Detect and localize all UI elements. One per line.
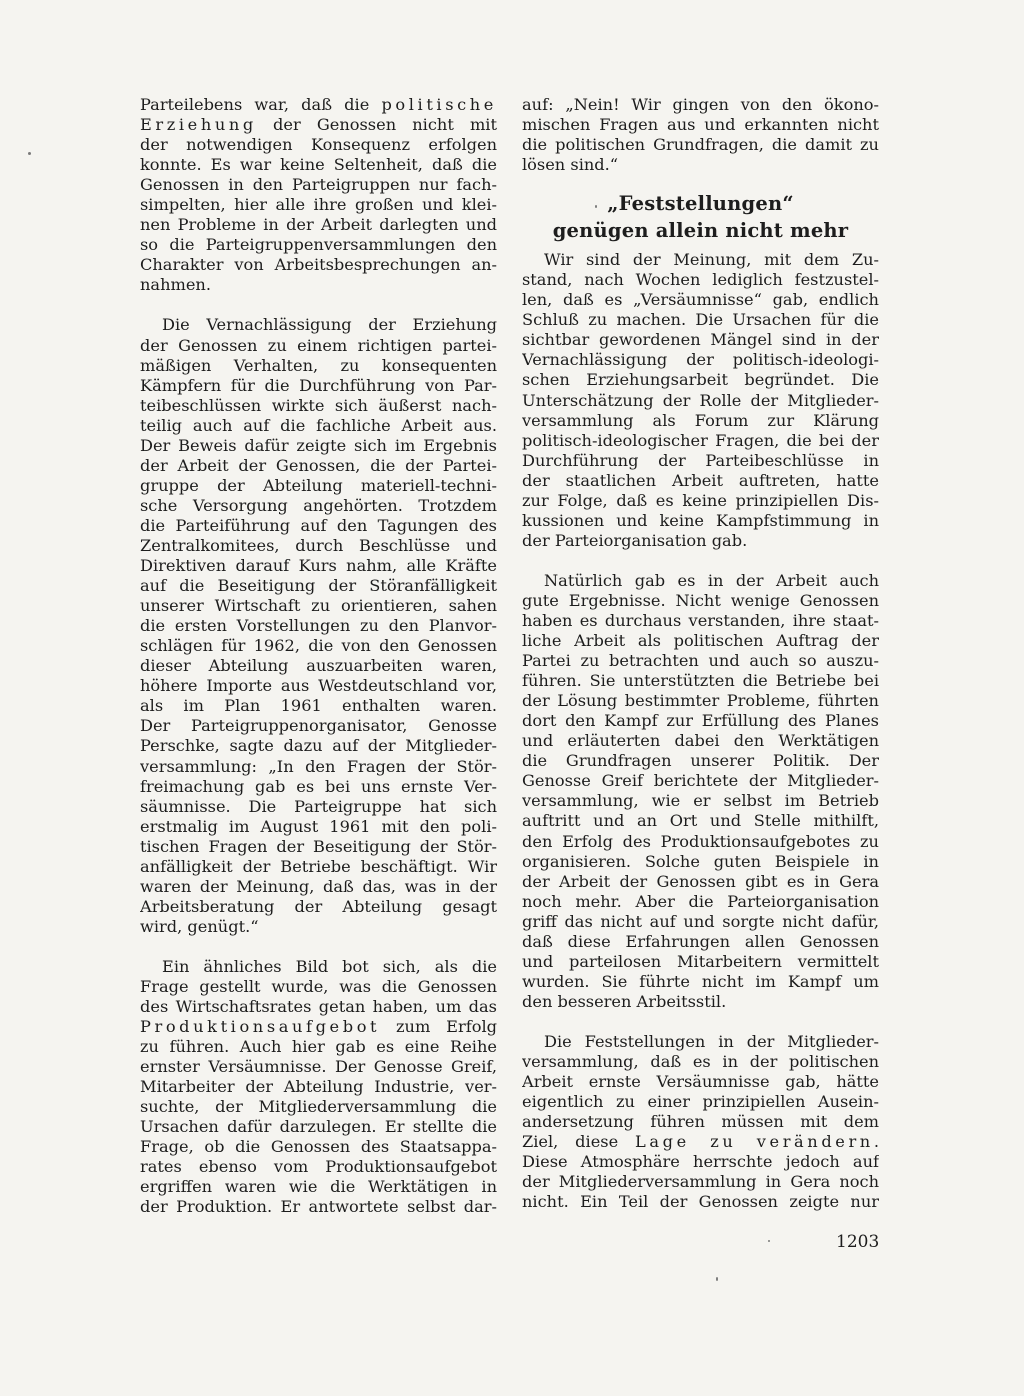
left-paragraph-2 [140, 315, 497, 936]
text-line: versammlung als Forum zur Klärung [522, 410, 879, 430]
text-line: Arbeit ernste Versäumnisse gab, hätte [522, 1072, 879, 1092]
text-line: Der Parteigruppenorganisator, Genosse [140, 716, 497, 736]
text-line: Die Vernachlässigung der Erziehung [162, 315, 497, 335]
text-line: Genosse Greif berichtete der Mitglieder- [522, 771, 879, 791]
text-line: dieser Abteilung auszuarbeiten waren, [140, 656, 497, 676]
text-line: teibeschlüssen wirkte sich äußerst nach- [140, 395, 497, 415]
text-line: der Genossen zu einem richtigen partei- [140, 335, 497, 355]
text-line: Perschke, sagte dazu auf der Mitglieder- [140, 736, 497, 756]
text-line: gute Ergebnisse. Nicht wenige Genossen [522, 590, 879, 610]
text-line: dort den Kampf zur Erfüllung des Planes [522, 711, 879, 731]
section-heading [522, 190, 879, 244]
scan-speck [28, 152, 31, 155]
text-line: Mitarbeiter der Abteilung Industrie, ver- [140, 1077, 497, 1097]
text-line: noch mehr. Aber die Parteiorganisation [522, 891, 879, 911]
text-line: schen Erziehungsarbeit begründet. Die [522, 370, 879, 390]
text-line: stand, nach Wochen lediglich festzustel- [522, 270, 879, 290]
text-line: versammlung, wie er selbst im Betrieb [522, 791, 879, 811]
text-line: Partei zu betrachten und auch so auszu- [522, 651, 879, 671]
text-line: mäßigen Verhalten, zu konsequenten [140, 355, 497, 375]
text-line: Natürlich gab es in der Arbeit auch [544, 570, 879, 590]
text-line: zu führen. Auch hier gab es eine Reihe [140, 1037, 497, 1057]
text-line: auf: „Nein! Wir gingen von den ökono- [522, 95, 879, 114]
text-line: tischen Fragen der Beseitigung der Stör- [140, 836, 497, 856]
text-line: die ersten Vorstellungen zu den Planvor- [140, 616, 497, 636]
text-line: anfälligkeit der Betriebe beschäftigt. Wir [140, 856, 497, 876]
text-line: der staatlichen Arbeit auftreten, hatte [522, 470, 879, 490]
text-line: gruppe der Abteilung materiell-techni- [140, 475, 497, 495]
text-line: freimachung gab es bei uns ernste Ver- [140, 776, 497, 796]
text-line: haben es durchaus verstanden, ihre staat- [522, 610, 879, 630]
text-line: Schluß zu machen. Die Ursachen für die [522, 310, 879, 330]
section-heading-line-1: „Feststellungen“ [607, 192, 794, 216]
text-line: Die Feststellungen in der Mitglieder- [544, 1031, 879, 1051]
text-line: Der Beweis dafür zeigte sich im Ergebnis [140, 435, 497, 455]
text-line: Parteilebens war, daß die politische [140, 95, 497, 114]
right-paragraph-3 [522, 1032, 879, 1212]
text-line: Ziel, diese Lage zu verändern. [522, 1132, 879, 1152]
text-line: sche Versorgung angehörten. Trotzdem [140, 495, 497, 515]
text-line: versammlung: „In den Fragen der Stör- [140, 756, 497, 776]
text-line: Produktionsaufgebot zum Erfolg [140, 1017, 497, 1037]
text-line: Ursachen dafür darzulegen. Er stellte die [140, 1117, 497, 1137]
section-heading-line-2: genügen allein nicht mehr [552, 219, 849, 243]
right-paragraph-1 [522, 250, 879, 551]
text-line: Wir sind der Meinung, mit dem Zu- [544, 250, 879, 270]
text-line: der Arbeit der Genossen gibt es in Gera [522, 871, 879, 891]
text-line: sichtbar gewordenen Mängel sind in der [522, 330, 879, 350]
text-line: kussionen und keine Kampfstimmung in [522, 510, 879, 530]
text-line: unserer Wirtschaft zu orientieren, sahen [140, 596, 497, 616]
text-line: Frage, ob die Genossen des Staatsappa- [140, 1137, 497, 1157]
text-line: nicht. Ein Teil der Genossen zeigte nur [522, 1192, 879, 1212]
text-line: ernster Versäumnisse. Der Genosse Greif, [140, 1057, 497, 1077]
text-line: zur Folge, daß es keine prinzipiellen Dis- [522, 490, 879, 510]
text-line: wurden. Sie führte nicht im Kampf um [522, 971, 879, 991]
scan-speck [716, 1277, 718, 1281]
text-line: der Parteiorganisation gab. [522, 530, 748, 550]
text-line: auf die Beseitigung der Störanfälligkeit [140, 576, 497, 596]
left-paragraph-3 [140, 957, 497, 1218]
text-line: und erläuterten dabei den Werktätigen [522, 731, 879, 751]
text-line: Durchführung der Parteibeschlüsse in [522, 450, 879, 470]
scan-speck [768, 1240, 770, 1242]
text-line: der Lösung bestimmter Probleme, führten [522, 691, 879, 711]
text-line: führen. Sie unterstützten die Betriebe bei [522, 671, 879, 691]
text-line: Zentralkomitees, durch Beschlüsse und [140, 535, 497, 555]
text-line: als im Plan 1961 enthalten waren. [140, 696, 497, 716]
text-line: die Grundfragen unserer Politik. Der [522, 751, 879, 771]
text-line: liche Arbeit als politischen Auftrag der [522, 631, 879, 651]
text-line: wird, genügt.“ [140, 916, 259, 936]
text-line: die politischen Grundfragen, die damit zu [522, 135, 879, 155]
text-line: eigentlich zu einer prinzipiellen Ausein- [522, 1092, 879, 1112]
text-line: len, daß es „Versäumnisse“ gab, endlich [522, 290, 879, 310]
text-line: der Mitgliederversammlung in Gera noch [522, 1172, 879, 1192]
text-line: den besseren Arbeitsstil. [522, 991, 727, 1011]
text-line: erstmalig im August 1961 mit den poli- [140, 816, 497, 836]
left-column [140, 95, 497, 1218]
text-line: Charakter von Arbeitsbesprechungen an- [140, 255, 497, 275]
page-number: 1203 [836, 1232, 880, 1252]
text-line: Kämpfern für die Durchführung von Par- [140, 375, 497, 395]
text-line: des Wirtschaftsrates getan haben, um das [140, 997, 497, 1017]
text-line: lösen sind.“ [522, 155, 619, 175]
text-line: Direktiven darauf Kurs nahm, alle Kräfte [140, 556, 497, 576]
text-line: andersetzung führen müssen mit dem [522, 1112, 879, 1132]
text-line: organisieren. Solche guten Beispiele in [522, 851, 879, 871]
text-line: die Parteiführung auf den Tagungen des [140, 515, 497, 535]
text-line: auftritt und an Ort und Stelle mithilft, [522, 811, 879, 831]
text-line: mischen Fragen aus und erkannten nicht [522, 115, 879, 135]
text-line: der Produktion. Er antwortete selbst dar- [140, 1197, 497, 1217]
text-line: Genossen in den Parteigruppen nur fach- [140, 175, 497, 195]
text-line: Vernachlässigung der politisch-ideologi- [522, 350, 879, 370]
text-line: daß diese Erfahrungen allen Genossen [522, 931, 879, 951]
text-line: ergriffen waren wie die Werktätigen in [140, 1177, 497, 1197]
text-line: den Erfolg des Produktionsaufgebotes zu [522, 831, 879, 851]
text-line: teilig auch auf die fachliche Arbeit aus. [140, 415, 497, 435]
text-line: suchte, der Mitgliederversammlung die [140, 1097, 497, 1117]
left-paragraph-1 [140, 95, 497, 295]
right-paragraph-2 [522, 571, 879, 1012]
text-line: rates ebenso vom Produktionsaufgebot [140, 1157, 497, 1177]
text-line: Ein ähnliches Bild bot sich, als die [162, 956, 497, 976]
text-line: Diese Atmosphäre herrschte jedoch auf [522, 1152, 879, 1172]
text-line: Frage gestellt wurde, was die Genossen [140, 976, 497, 996]
text-line: nahmen. [140, 275, 212, 295]
text-line: griff das nicht auf und sorgte nicht dafür, [522, 911, 879, 931]
right-intro-paragraph [522, 95, 879, 175]
text-line: Erziehung der Genossen nicht mit [140, 115, 497, 135]
text-line: politisch-ideologischer Fragen, die bei der [522, 430, 879, 450]
text-line: simpelten, hier alle ihre großen und klei- [140, 195, 497, 215]
text-line: waren der Meinung, daß das, was in der [140, 876, 497, 896]
text-line: konnte. Es war keine Seltenheit, daß die [140, 155, 497, 175]
text-line: Unterschätzung der Rolle der Mitglieder- [522, 390, 879, 410]
text-line: der notwendigen Konsequenz erfolgen [140, 135, 497, 155]
text-line: und parteilosen Mitarbeitern vermittelt [522, 951, 879, 971]
text-line: säumnisse. Die Parteigruppe hat sich [140, 796, 497, 816]
text-line: höhere Importe aus Westdeutschland vor, [140, 676, 497, 696]
scan-speck [595, 205, 597, 208]
right-column [522, 95, 879, 1212]
text-line: schlägen für 1962, die von den Genossen [140, 636, 497, 656]
text-line: nen Probleme in der Arbeit darlegten und [140, 215, 497, 235]
text-line: so die Parteigruppenversammlungen den [140, 235, 497, 255]
text-line: versammlung, daß es in der politischen [522, 1051, 879, 1071]
text-line: der Arbeit der Genossen, die der Partei- [140, 455, 497, 475]
text-line: Arbeitsberatung der Abteilung gesagt [140, 896, 497, 916]
